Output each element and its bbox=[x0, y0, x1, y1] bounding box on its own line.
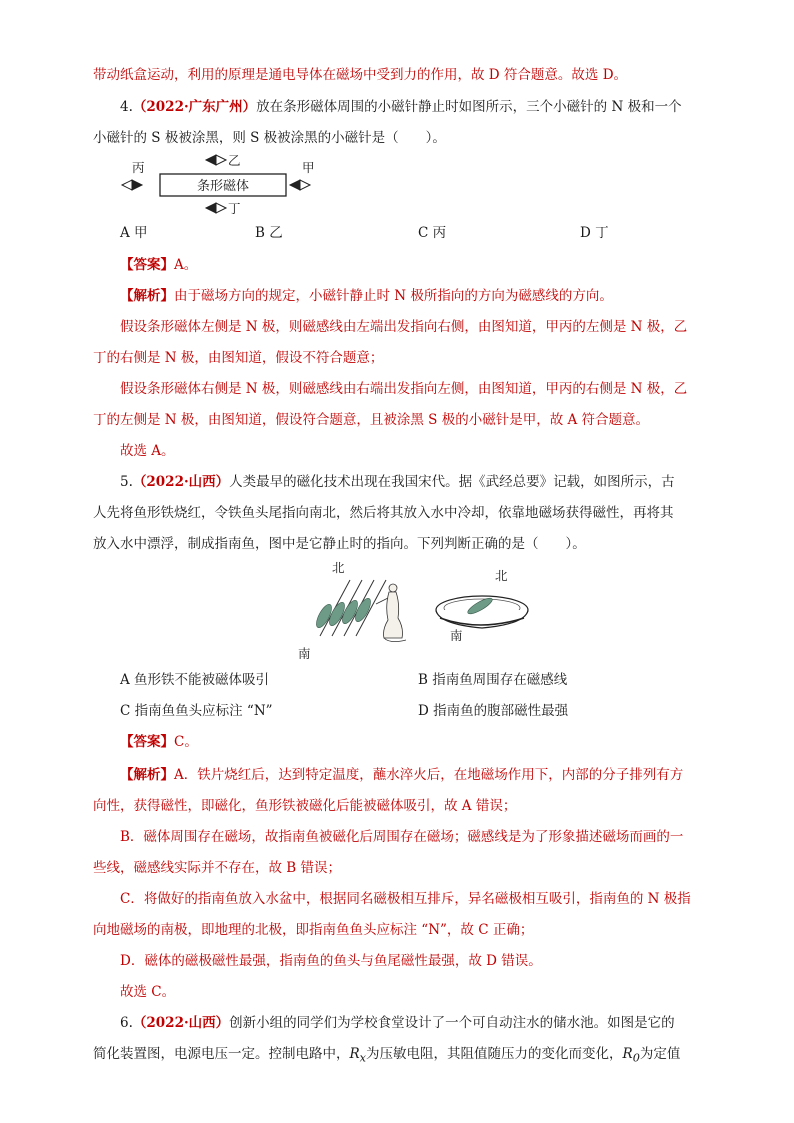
answer-tag: 【答案】 bbox=[120, 257, 174, 273]
resistor-rx-symbol: $R_x$ bbox=[349, 1046, 367, 1065]
q5-option-a: A 鱼形铁不能被磁体吸引 bbox=[120, 672, 270, 688]
question-source: （2022·广东广州） bbox=[132, 99, 257, 115]
question-stem: 创新小组的同学们为学校食堂设计了一个可自动注水的储水池。如图是它的 bbox=[229, 1015, 675, 1031]
carry-over-text: 带动纸盒运动，利用的原理是通电导体在磁场中受到力的作用，故 D 符合题意。故选 D。 bbox=[93, 67, 628, 83]
q4-magnet-figure bbox=[118, 150, 338, 216]
analysis-tag: 【解析】 bbox=[120, 767, 174, 783]
needle-bing bbox=[122, 180, 142, 190]
q5-option-c: C 指南鱼鱼头应标注 “N” bbox=[120, 703, 273, 719]
q5-option-b: B 指南鱼周围存在磁感线 bbox=[418, 672, 568, 688]
q4-analysis-line3: 丁的右侧是 N 极，由图知道，假设不符合题意； bbox=[93, 350, 384, 366]
question-number: 5. bbox=[120, 474, 133, 490]
question-5-stem-line2: 人先将鱼形铁烧红，令铁鱼头尾指向南北，然后将其放入水中冷却，依靠地磁场获得磁性，再将其 bbox=[93, 505, 674, 521]
question-number: 6. bbox=[120, 1015, 133, 1031]
needle-label-yi: 乙 bbox=[228, 153, 241, 168]
magnet-label: 条形磁体 bbox=[196, 179, 250, 194]
q5-option-d: D 指南鱼的腹部磁性最强 bbox=[418, 703, 569, 719]
q4-analysis-line5: 丁的左侧是 N 极，由图知道，假设符合题意，且被涂黑 S 极的小磁针是甲，故 A 符合题意。 bbox=[93, 412, 650, 428]
question-4-stem-line2: 小磁针的 S 极被涂黑，则 S 极被涂黑的小磁针是（ ）。 bbox=[93, 130, 446, 146]
question-source: （2022·山西） bbox=[132, 1015, 230, 1031]
question-number: 4. bbox=[120, 99, 133, 115]
left-south-label: 南 bbox=[298, 646, 311, 661]
ancient-person-figure bbox=[376, 584, 406, 642]
q5-answer bbox=[120, 732, 198, 752]
right-south-label: 南 bbox=[450, 628, 463, 643]
answer-tag: 【答案】 bbox=[120, 734, 174, 750]
analysis-text: 由于磁场方向的规定，小磁针静止时 N 极所指向的方向为磁感线的方向。 bbox=[174, 288, 613, 304]
answer-value: C。 bbox=[174, 734, 198, 750]
q5-analysis-line8: 故选 C。 bbox=[120, 984, 176, 1000]
q4-answer bbox=[120, 255, 197, 275]
needle-label-ding: 丁 bbox=[228, 201, 241, 216]
question-source: （2022·山西） bbox=[132, 474, 230, 490]
q5-analysis-line6: 向地磁场的南极，即地理的北极，即指南鱼鱼头应标注 “N”，故 C 正确； bbox=[93, 922, 534, 938]
q5-analysis-line4: 些线，磁感线实际并不存在，故 B 错误； bbox=[93, 860, 342, 876]
q4-option-a: A 甲 bbox=[120, 225, 148, 241]
question-6-stem-line1 bbox=[120, 1013, 675, 1033]
q4-analysis-line6: 故选 A。 bbox=[120, 443, 175, 459]
needle-label-jia: 甲 bbox=[302, 160, 315, 175]
q4-option-b: B 乙 bbox=[255, 225, 283, 241]
stem-part-b: 为压敏电阻，其阻值随压力的变化而变化， bbox=[366, 1046, 623, 1062]
q5-analysis-line3: B．磁体周围存在磁场，故指南鱼被磁化后周围存在磁场；磁感线是为了形象描述磁场而画的一 bbox=[120, 829, 684, 845]
q4-option-c: C 丙 bbox=[418, 225, 447, 241]
stem-part-c: 为定值 bbox=[639, 1046, 681, 1062]
needle-ding bbox=[206, 203, 226, 213]
needle-label-bing: 丙 bbox=[132, 160, 145, 175]
q5-analysis-line1 bbox=[120, 765, 683, 785]
question-stem: 人类最早的磁化技术出现在我国宋代。据《武经总要》记载，如图所示，古 bbox=[229, 474, 675, 490]
q5-analysis-line7: D．磁体的磁极磁性最强，指南鱼的鱼头与鱼尾磁性最强，故 D 错误。 bbox=[120, 953, 542, 969]
q5-analysis-line2: 向性，获得磁性，即磁化，鱼形铁被磁化后能被磁体吸引，故 A 错误； bbox=[93, 798, 517, 814]
right-north-label: 北 bbox=[495, 568, 508, 583]
analysis-tag: 【解析】 bbox=[120, 288, 174, 304]
answer-value: A。 bbox=[174, 257, 198, 273]
question-5-stem-line1 bbox=[120, 472, 675, 492]
q4-option-d: D 丁 bbox=[580, 225, 609, 241]
analysis-text: A．铁片烧红后，达到特定温度，蘸水淬火后，在地磁场作用下，内部的分子排列有方 bbox=[174, 767, 684, 783]
resistor-r0-symbol: $R_0$ bbox=[622, 1046, 640, 1065]
stem-part-a: 简化装置图，电源电压一定。控制电路中， bbox=[93, 1046, 350, 1062]
question-4-stem-line1 bbox=[120, 97, 682, 117]
needle-yi bbox=[206, 155, 226, 165]
question-stem: 放在条形磁体周围的小磁针静止时如图所示，三个小磁针的 N 极和一个 bbox=[256, 99, 682, 115]
needle-jia bbox=[290, 180, 310, 190]
question-6-stem-line2 bbox=[93, 1044, 680, 1069]
q4-analysis-line4: 假设条形磁体右侧是 N 极，则磁感线由右端出发指向左侧，由图知道，甲丙的右侧是 N 极，乙 bbox=[120, 381, 688, 397]
q5-compass-fish-figure bbox=[290, 558, 560, 663]
left-north-label: 北 bbox=[332, 560, 345, 575]
q4-analysis-line1 bbox=[120, 286, 613, 306]
question-5-stem-line3: 放入水中漂浮，制成指南鱼，图中是它静止时的指向。下列判断正确的是（ ）。 bbox=[93, 536, 586, 552]
q5-analysis-line5: C．将做好的指南鱼放入水盆中，根据同名磁极相互排斥，异名磁极相互吸引，指南鱼的 N 极指 bbox=[120, 891, 691, 907]
iron-fish-sequence bbox=[313, 596, 373, 630]
q4-analysis-line2: 假设条形磁体左侧是 N 极，则磁感线由左端出发指向右侧，由图知道，甲丙的左侧是 N 极，乙 bbox=[120, 319, 688, 335]
